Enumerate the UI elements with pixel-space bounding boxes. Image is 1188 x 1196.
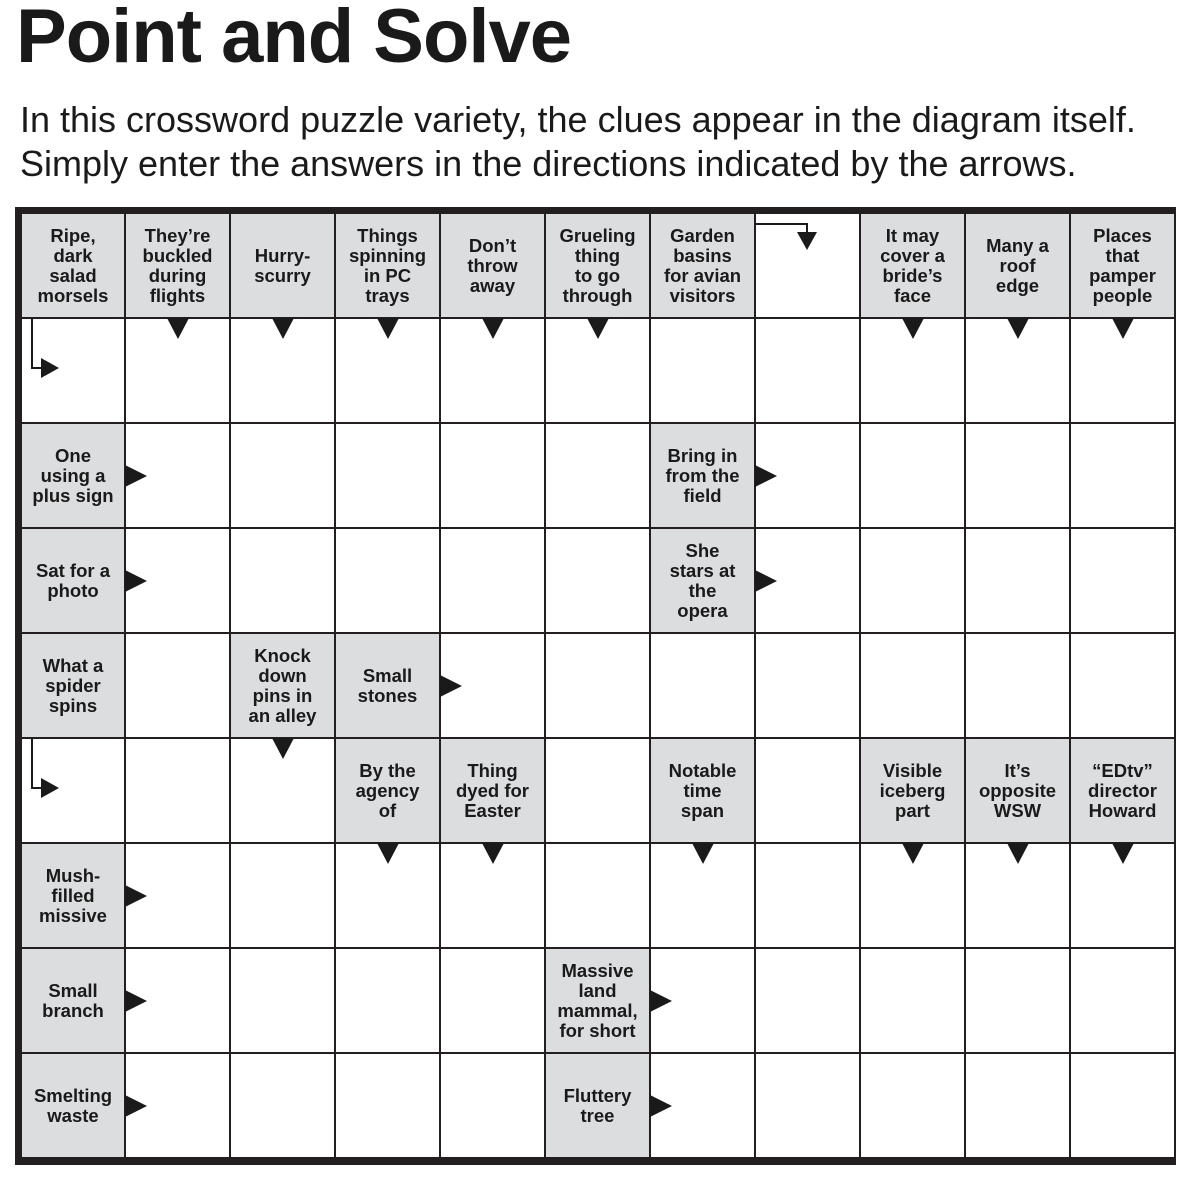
clue-cell <box>1071 739 1174 842</box>
answer-cell[interactable] <box>756 739 859 842</box>
arrow-down-icon <box>482 318 504 339</box>
bent-arrow-right-icon <box>31 319 61 381</box>
clue-text: Fluttery tree <box>563 1084 632 1126</box>
clue-text: She stars at the opera <box>669 539 736 621</box>
instructions-line-2: Simply enter the answers in the directions indicated by the arrows. <box>20 143 1077 184</box>
clue-text: Places that pamper people <box>1089 224 1156 306</box>
arrow-right-icon <box>650 1095 672 1117</box>
answer-cell[interactable] <box>1071 949 1174 1052</box>
clue-text: Massive land mammal, for short <box>557 959 638 1041</box>
arrow-right-icon <box>125 885 147 907</box>
clue-text: It’s opposite WSW <box>978 759 1057 821</box>
answer-cell[interactable] <box>756 1054 859 1157</box>
clue-cell <box>651 214 754 317</box>
clue-cell <box>22 844 124 947</box>
clue-text: Bring in from the field <box>665 444 740 506</box>
arrow-right-icon <box>125 570 147 592</box>
clue-text: Thing dyed for Easter <box>456 759 529 821</box>
answer-cell[interactable] <box>966 1054 1069 1157</box>
clue-cell <box>336 214 439 317</box>
clue-cell <box>546 1054 649 1157</box>
clue-text: By the agency of <box>355 759 420 821</box>
clue-text: Don’t throw away <box>467 234 518 296</box>
clue-text: It may cover a bride’s face <box>880 224 945 306</box>
answer-cell[interactable] <box>231 1054 334 1157</box>
arrow-right-icon <box>125 465 147 487</box>
clue-text: Many a roof edge <box>986 234 1049 296</box>
answer-cell[interactable] <box>1071 424 1174 527</box>
answer-cell[interactable] <box>336 424 439 527</box>
answer-cell[interactable] <box>861 424 964 527</box>
answer-cell[interactable] <box>756 844 859 947</box>
clue-text: Grueling thing to go through <box>559 224 636 306</box>
answer-cell[interactable] <box>861 529 964 632</box>
answer-cell[interactable] <box>1071 529 1174 632</box>
clue-text: Small branch <box>42 979 104 1021</box>
clue-text: “EDtv” director Howard <box>1088 759 1157 821</box>
arrow-down-icon <box>902 318 924 339</box>
clue-cell <box>861 214 964 317</box>
bent-arrow-right-icon <box>31 739 61 801</box>
answer-cell[interactable] <box>861 949 964 1052</box>
answer-cell[interactable] <box>441 1054 544 1157</box>
answer-cell[interactable] <box>546 844 649 947</box>
clue-text: Things spinning in PC trays <box>348 224 427 306</box>
clue-cell <box>651 424 754 527</box>
puzzle-title: Point and Solve <box>16 0 572 79</box>
clue-cell <box>231 214 334 317</box>
clue-text: They’re buckled during flights <box>142 224 213 306</box>
arrow-right-icon <box>650 990 672 1012</box>
clue-cell <box>651 529 754 632</box>
clue-text: Garden basins for avian visitors <box>663 224 742 306</box>
answer-cell[interactable] <box>126 634 229 737</box>
answer-cell[interactable] <box>231 529 334 632</box>
answer-cell[interactable] <box>126 739 229 842</box>
clue-text: Sat for a photo <box>35 559 111 601</box>
answer-cell[interactable] <box>756 949 859 1052</box>
crossword-grid <box>22 214 1169 1158</box>
clue-cell <box>546 949 649 1052</box>
arrow-right-icon <box>125 990 147 1012</box>
answer-cell[interactable] <box>22 739 124 842</box>
clue-cell <box>22 529 124 632</box>
clue-text: One using a plus sign <box>32 444 114 506</box>
arrow-down-icon <box>272 318 294 339</box>
answer-cell[interactable] <box>231 424 334 527</box>
clue-text: Notable time span <box>668 759 737 821</box>
answer-cell[interactable] <box>441 949 544 1052</box>
clue-cell <box>22 1054 124 1157</box>
arrow-right-icon <box>755 570 777 592</box>
answer-cell[interactable] <box>231 949 334 1052</box>
arrow-down-icon <box>1007 843 1029 864</box>
answer-cell[interactable] <box>1071 634 1174 737</box>
clue-cell <box>22 424 124 527</box>
arrow-down-icon <box>1112 843 1134 864</box>
clue-cell <box>231 634 334 737</box>
answer-cell[interactable] <box>1071 1054 1174 1157</box>
clue-cell <box>336 739 439 842</box>
arrow-down-icon <box>377 843 399 864</box>
clue-cell <box>651 739 754 842</box>
clue-cell <box>861 739 964 842</box>
clue-cell <box>22 949 124 1052</box>
clue-cell <box>966 739 1069 842</box>
instructions <box>20 98 1180 186</box>
instructions-line-1: In this crossword puzzle variety, the clues appear in the diagram itself. <box>20 99 1136 140</box>
answer-cell[interactable] <box>231 844 334 947</box>
answer-cell[interactable] <box>546 529 649 632</box>
clue-cell <box>441 214 544 317</box>
answer-cell[interactable] <box>441 529 544 632</box>
answer-cell[interactable] <box>861 1054 964 1157</box>
answer-cell[interactable] <box>651 319 754 422</box>
clue-cell <box>546 214 649 317</box>
clue-text: Visible iceberg part <box>879 759 946 821</box>
arrow-down-icon <box>482 843 504 864</box>
arrow-right-icon <box>440 675 462 697</box>
arrow-down-icon <box>1112 318 1134 339</box>
clue-cell <box>441 739 544 842</box>
arrow-down-icon <box>377 318 399 339</box>
crossword-board <box>15 207 1176 1165</box>
answer-cell[interactable] <box>546 739 649 842</box>
answer-cell[interactable] <box>756 634 859 737</box>
clue-cell <box>22 214 124 317</box>
answer-cell[interactable] <box>441 424 544 527</box>
answer-cell[interactable] <box>22 319 124 422</box>
answer-cell[interactable] <box>336 1054 439 1157</box>
clue-cell <box>22 634 124 737</box>
clue-cell <box>336 634 439 737</box>
answer-cell[interactable] <box>336 949 439 1052</box>
clue-cell <box>1071 214 1174 317</box>
clue-text: What a spider spins <box>42 654 104 716</box>
arrow-down-icon <box>587 318 609 339</box>
clue-text: Hurry- scurry <box>254 244 311 286</box>
bent-arrow-down-icon <box>756 223 822 253</box>
arrow-down-icon <box>902 843 924 864</box>
answer-cell[interactable] <box>756 214 859 317</box>
answer-cell[interactable] <box>861 634 964 737</box>
clue-cell <box>966 214 1069 317</box>
answer-cell[interactable] <box>966 634 1069 737</box>
answer-cell[interactable] <box>546 634 649 737</box>
answer-cell[interactable] <box>651 634 754 737</box>
arrow-down-icon <box>167 318 189 339</box>
clue-cell <box>126 214 229 317</box>
arrow-right-icon <box>755 465 777 487</box>
answer-cell[interactable] <box>546 424 649 527</box>
clue-text: Knock down pins in an alley <box>248 644 317 726</box>
answer-cell[interactable] <box>966 949 1069 1052</box>
clue-text: Smelting waste <box>33 1084 113 1126</box>
arrow-down-icon <box>272 738 294 759</box>
answer-cell[interactable] <box>966 424 1069 527</box>
answer-cell[interactable] <box>336 529 439 632</box>
arrow-right-icon <box>125 1095 147 1117</box>
clue-text: Small stones <box>357 664 418 706</box>
clue-text: Ripe, dark salad morsels <box>37 224 109 306</box>
answer-cell[interactable] <box>756 319 859 422</box>
clue-text: Mush- filled missive <box>39 864 107 926</box>
arrow-down-icon <box>692 843 714 864</box>
arrow-down-icon <box>1007 318 1029 339</box>
answer-cell[interactable] <box>966 529 1069 632</box>
